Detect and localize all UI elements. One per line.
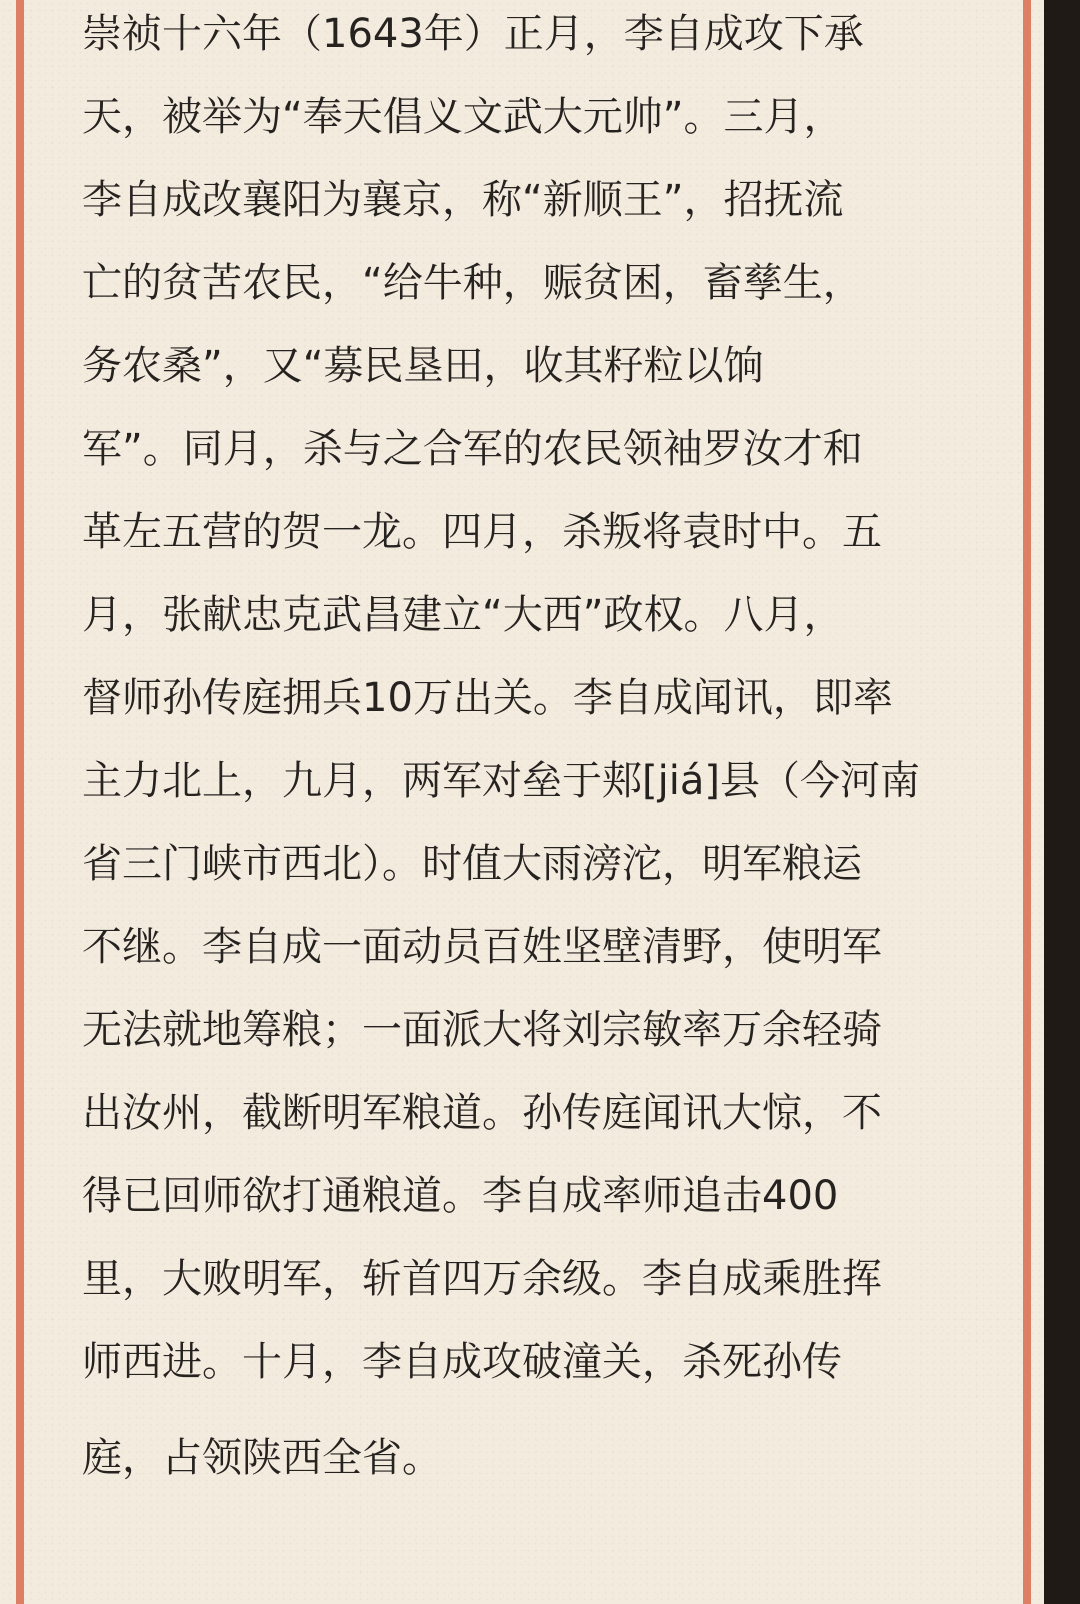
text-line: 省三门峡市西北）。时值大雨滂沱，明军粮运 <box>82 841 862 887</box>
text-line: 里，大败明军，斩首四万余级。李自成乘胜挥 <box>82 1256 882 1302</box>
text-line: 军”。同月，杀与之合军的农民领袖罗汝才和 <box>82 426 863 472</box>
text-line: 天，被举为“奉天倡义文武大元帅”。三月， <box>82 94 844 140</box>
text-line: 得已回师欲打通粮道。李自成率师追击400 <box>82 1173 839 1219</box>
text-line: 李自成改襄阳为襄京，称“新顺王”，招抚流 <box>82 177 844 223</box>
text-line: 月，张献忠克武昌建立“大西”政权。八月， <box>82 592 844 638</box>
right-border-line <box>1023 0 1031 1604</box>
text-line: 主力北上，九月，两军对垒于郏[jiá]县（今河南 <box>82 758 920 804</box>
left-border-line <box>16 0 24 1604</box>
text-line: 师西进。十月，李自成攻破潼关，杀死孙传 <box>82 1339 842 1385</box>
text-line: 革左五营的贺一龙。四月，杀叛将袁时中。五 <box>82 509 882 555</box>
text-line: 庭，占领陕西全省。 <box>82 1435 442 1481</box>
text-line: 亡的贫苦农民，“给牛种，赈贫困，畜孳生， <box>82 260 863 306</box>
text-line: 出汝州，截断明军粮道。孙传庭闻讯大惊，不 <box>82 1090 882 1136</box>
text-line: 不继。李自成一面动员百姓坚壁清野，使明军 <box>82 924 882 970</box>
text-line: 无法就地筹粮；一面派大将刘宗敏率万余轻骑 <box>82 1007 882 1053</box>
text-line: 务农桑”，又“募民垦田，收其籽粒以饷 <box>82 343 764 389</box>
text-line: 督师孙传庭拥兵10万出关。李自成闻讯，即率 <box>82 675 893 721</box>
text-line: 崇祯十六年（1643年）正月，李自成攻下承 <box>82 11 864 57</box>
